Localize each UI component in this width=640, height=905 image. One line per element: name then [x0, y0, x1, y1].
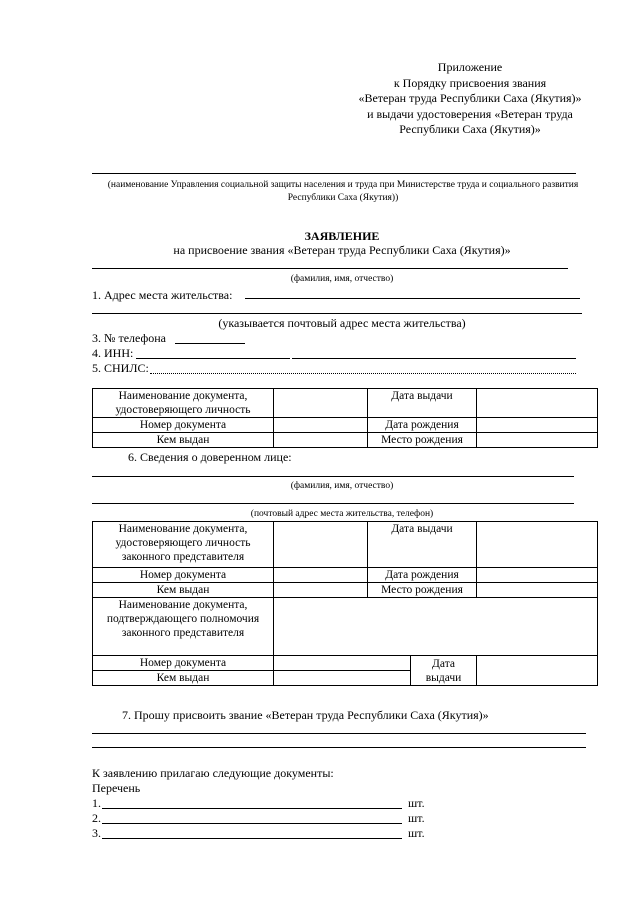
applicant-fio-caption: (фамилия, имя, отчество) [290, 274, 394, 284]
appendix-line: «Ветеран труда Республики Саха (Якутия)» [358, 91, 582, 105]
power-issue-date-value[interactable] [477, 656, 598, 686]
attachment-num: 2. [92, 811, 101, 825]
doc-name-value[interactable] [274, 389, 368, 418]
doc-name-cell: Наименование документа, удостоверяющего личность [93, 389, 274, 418]
rep-doc-name-value[interactable] [274, 522, 368, 568]
attachment-line[interactable] [102, 838, 402, 839]
power-doc-cell: Наименование документа, подтверждающего полномочия законного представителя [93, 598, 274, 656]
trustee-address-line[interactable] [92, 503, 574, 504]
issue-date-cell: Дата выдачи [368, 389, 477, 418]
inn-label: 4. ИНН: [92, 346, 134, 360]
addressee-line[interactable] [92, 173, 576, 174]
address-line-2[interactable] [92, 313, 582, 314]
rep-birth-place-cell: Место рождения [368, 583, 477, 598]
request-text: 7. Прошу присвоить звание «Ветеран труда Республики Саха (Якутия)» [122, 708, 489, 722]
applicant-fio-line[interactable] [92, 268, 568, 269]
power-doc-number-cell: Номер документа [93, 656, 274, 671]
issued-by-cell: Кем выдан [93, 433, 274, 448]
addressee-caption: (наименование Управления социальной защиты населения и труда при Министерстве труда и социального развития Республики Саха (Якутия)) [107, 180, 579, 203]
rep-birth-date-cell: Дата рождения [368, 568, 477, 583]
power-issued-by-cell: Кем выдан [93, 671, 274, 686]
document-subtitle: на присвоение звания «Ветеран труда Республики Саха (Якутия)» [173, 243, 511, 257]
birth-place-cell: Место рождения [368, 433, 477, 448]
phone-line[interactable] [175, 343, 245, 344]
trustee-heading: 6. Сведения о доверенном лице: [128, 450, 292, 464]
rep-issued-by-cell: Кем выдан [93, 583, 274, 598]
rep-issue-date-cell: Дата выдачи [368, 522, 477, 568]
representative-doc-table [92, 521, 598, 686]
trustee-fio-caption: (фамилия, имя, отчество) [290, 481, 394, 491]
power-issued-by-value[interactable] [274, 671, 411, 686]
power-doc-value[interactable] [274, 598, 598, 656]
identity-doc-table [92, 388, 598, 448]
attachment-item [92, 811, 452, 826]
attachment-unit: шт. [408, 826, 425, 840]
appendix-line: к Порядку присвоения звания [393, 75, 547, 90]
attachment-item [92, 826, 452, 841]
birth-date-value[interactable] [477, 418, 598, 433]
rep-birth-date-value[interactable] [477, 568, 598, 583]
power-doc-number-value[interactable] [274, 656, 411, 671]
power-issue-date-cell: Дата выдачи [411, 656, 477, 686]
address-line-1[interactable] [245, 298, 580, 299]
phone-label: 3. № телефона [92, 331, 167, 345]
attachment-unit: шт. [408, 811, 425, 825]
inn-line-2[interactable] [292, 358, 576, 359]
issue-date-value[interactable] [477, 389, 598, 418]
issued-by-value[interactable] [274, 433, 368, 448]
request-line-1[interactable] [92, 733, 586, 734]
appendix-block [330, 60, 610, 138]
rep-doc-number-value[interactable] [274, 568, 368, 583]
appendix-line: Республики Саха (Якутия)» [399, 122, 541, 136]
appendix-line: и выдачи удостоверения «Ветеран труда [367, 106, 573, 121]
rep-doc-name-cell: Наименование документа, удостоверяющего личность законного представителя [93, 522, 274, 568]
rep-issued-by-value[interactable] [274, 583, 368, 598]
attachment-line[interactable] [102, 823, 402, 824]
attachment-num: 3. [92, 826, 101, 840]
trustee-fio-line[interactable] [92, 476, 574, 477]
attachments-intro: К заявлению прилагаю следующие документы: [92, 766, 334, 780]
birth-place-value[interactable] [477, 433, 598, 448]
document-title: ЗАЯВЛЕНИЕ [304, 229, 380, 243]
address-label: 1. Адрес места жительства: [92, 288, 233, 302]
rep-birth-place-value[interactable] [477, 583, 598, 598]
rep-doc-number-cell: Номер документа [93, 568, 274, 583]
snils-line[interactable] [150, 373, 576, 374]
attachments-list-title: Перечень [92, 781, 141, 795]
address-caption: (указывается почтовый адрес места жительства) [218, 316, 466, 330]
attachment-item [92, 796, 452, 811]
snils-label: 5. СНИЛС: [92, 361, 149, 375]
trustee-address-caption: (почтовый адрес места жительства, телефон) [250, 509, 434, 519]
request-line-2[interactable] [92, 747, 586, 748]
attachment-num: 1. [92, 796, 101, 810]
doc-number-cell: Номер документа [93, 418, 274, 433]
inn-line-1[interactable] [136, 358, 290, 359]
attachment-line[interactable] [102, 808, 402, 809]
attachment-unit: шт. [408, 796, 425, 810]
birth-date-cell: Дата рождения [368, 418, 477, 433]
appendix-line: Приложение [437, 60, 503, 74]
rep-issue-date-value[interactable] [477, 522, 598, 568]
doc-number-value[interactable] [274, 418, 368, 433]
